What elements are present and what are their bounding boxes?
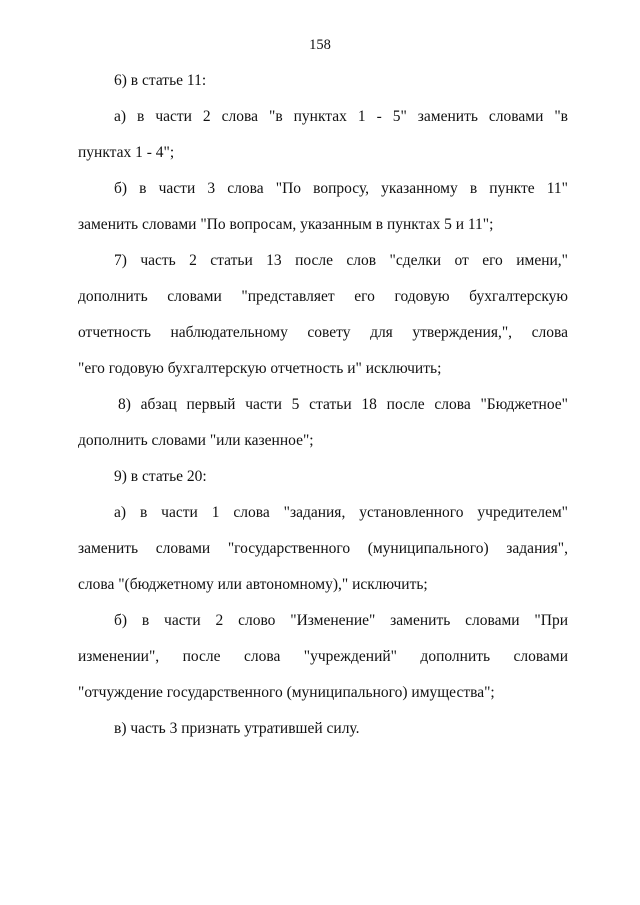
paragraph-6b — [78, 180, 568, 234]
text-line: в) часть 3 признать утратившей силу. — [114, 720, 360, 737]
paragraph-6 — [78, 72, 568, 90]
text-line: пунктах 1 - 4"; — [78, 144, 175, 161]
text-line: а) в части 2 слова "в пунктах 1 - 5" заменить словами "в — [114, 108, 568, 125]
text-line: отчетность наблюдательному совету для утверждения,", слова — [78, 324, 568, 341]
text-line: заменить словами "государственного (муниципального) задания", — [78, 540, 568, 557]
text-line: заменить словами "По вопросам, указанным в пунктах 5 и 11"; — [78, 216, 494, 233]
text-line: изменении", после слова "учреждений" дополнить словами — [78, 648, 568, 665]
text-line: 7) часть 2 статьи 13 после слов "сделки от его имени," — [114, 252, 568, 269]
text-line: дополнить словами "или казенное"; — [78, 432, 314, 449]
text-line: б) в части 3 слова "По вопросу, указанному в пункте 11" — [114, 180, 568, 197]
paragraph-9 — [78, 468, 568, 486]
text-line: дополнить словами "представляет его годовую бухгалтерскую — [78, 288, 568, 305]
paragraph-8 — [78, 396, 568, 450]
text-line: "отчуждение государственного (муниципального) имущества"; — [78, 684, 495, 701]
paragraph-6a — [78, 108, 568, 162]
text-line: 8) абзац первый части 5 статьи 18 после слова "Бюджетное" — [118, 396, 568, 413]
text-line: а) в части 1 слова "задания, установленного учредителем" — [114, 504, 568, 521]
paragraph-7 — [78, 252, 568, 378]
paragraph-9b — [78, 612, 568, 702]
page-number: 158 — [309, 37, 331, 53]
paragraph-9c — [78, 720, 568, 738]
text-line: 6) в статье 11: — [114, 72, 207, 89]
text-line: слова "(бюджетному или автономному)," исключить; — [78, 576, 428, 593]
text-line: "его годовую бухгалтерскую отчетность и" исключить; — [78, 360, 442, 377]
paragraph-9a — [78, 504, 568, 594]
document-body — [78, 72, 568, 738]
text-line: 9) в статье 20: — [114, 468, 207, 485]
text-line: б) в части 2 слово "Изменение" заменить словами "При — [114, 612, 568, 629]
